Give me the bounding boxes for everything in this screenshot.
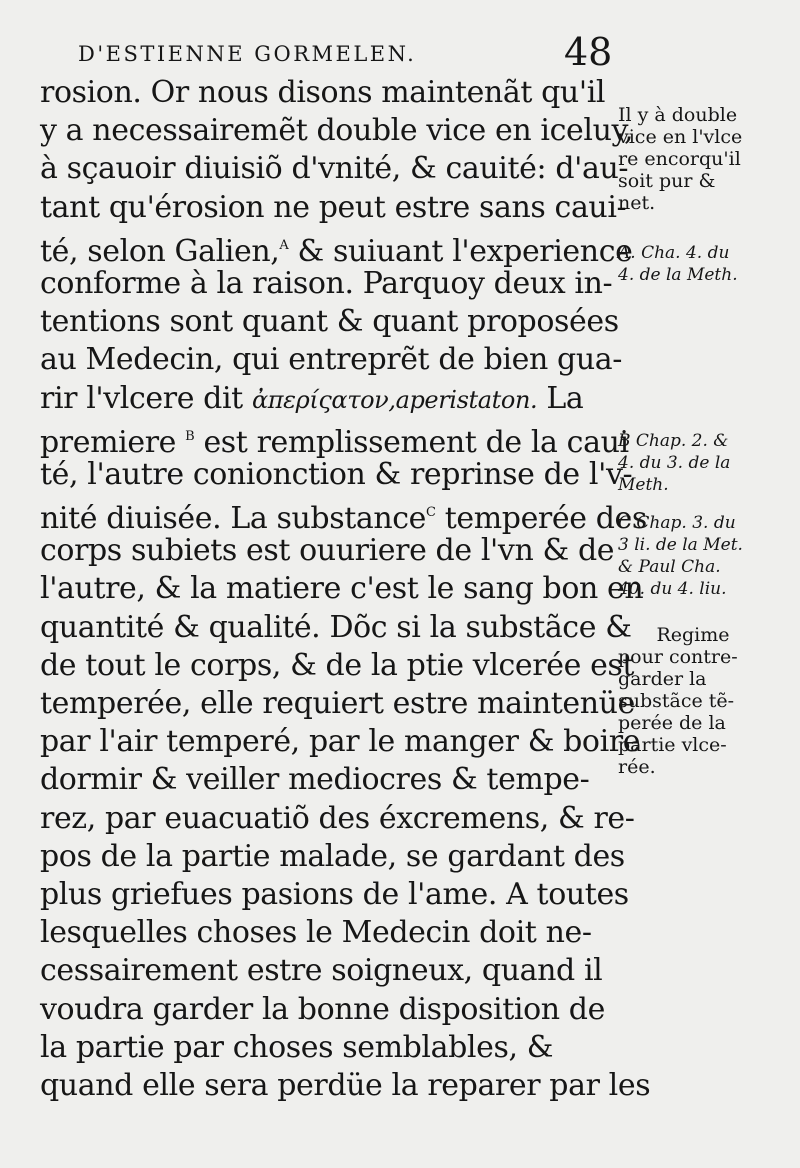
text-line: tant qu'érosion ne peut estre sans caui- <box>40 189 627 225</box>
text-line: l'autre, & la matiere c'est le sang bon en <box>40 571 644 607</box>
text-line: tentions sont quant & quant proposées <box>40 304 619 340</box>
note-line: Meth. <box>618 475 669 495</box>
text-line: à sçauoir diuisiõ d'vnité, & cauité: d'au- <box>40 151 629 187</box>
text-line: corps subiets est ouuriere de l'vn & de <box>40 533 615 569</box>
note-line: 3 li. de la Met. <box>618 535 743 555</box>
text-line: par l'air temperé, par le manger & boire <box>40 724 641 760</box>
text-line: dormir & veiller mediocres & tempe- <box>40 762 590 798</box>
margin-note-ref-b <box>618 430 798 496</box>
transliteration: aperistaton. <box>395 385 538 414</box>
text-segment: La <box>546 380 584 416</box>
text-line <box>40 227 633 269</box>
text-line: la partie par choses semblables, & <box>40 1029 554 1065</box>
note-line: net. <box>618 192 656 214</box>
text-line: rosion. Or nous disons maintenãt qu'il <box>40 75 606 110</box>
note-line: rée. <box>618 756 656 778</box>
note-line: garder la <box>618 668 707 690</box>
page-header <box>78 30 638 74</box>
text-line: conforme à la raison. Parquoy deux in- <box>40 265 613 301</box>
greek-term: ἀπερίςατον, <box>251 385 396 414</box>
text-line: au Medecin, qui entreprẽt de bien gua- <box>40 342 622 378</box>
text-segment: té, selon Galien, <box>40 233 280 269</box>
text-line: pos de la partie malade, se gardant des <box>40 838 625 874</box>
running-head: D'ESTIENNE GORMELEN. <box>78 42 417 66</box>
note-line: partie vlce- <box>618 734 727 756</box>
margin-note-regime <box>618 624 798 778</box>
margin-note-ref-a <box>618 242 798 286</box>
note-line: Regime <box>656 624 730 646</box>
text-line: té, l'autre conionction & reprinse de l'v- <box>40 456 633 492</box>
note-line: 4. du 3. de la <box>618 453 731 473</box>
note-line: 40. du 4. liu. <box>618 579 727 599</box>
text-line <box>40 380 620 418</box>
note-line: B Chap. 2. & <box>618 431 729 451</box>
note-line: soit pur & <box>618 170 716 192</box>
text-line: plus griefues pasions de l'ame. A toutes <box>40 876 629 912</box>
margin-note-double-vice <box>618 104 798 214</box>
text-segment: nité diuisée. La substance <box>40 501 427 537</box>
text-line <box>40 418 629 460</box>
note-line: & Paul Cha. <box>618 557 721 577</box>
note-line: perée de la <box>618 712 726 734</box>
text-line: rez, par euacuatiõ des éxcremens, & re- <box>40 800 635 836</box>
margin-note-ref-c <box>618 512 798 600</box>
text-line: y a necessairemẽt double vice en iceluy, <box>40 113 634 149</box>
page-number: 48 <box>564 30 613 74</box>
text-segment: rir l'vlcere dit <box>40 380 243 416</box>
text-line: quantité & qualité. Dõc si la substãce & <box>40 609 632 645</box>
text-segment: est remplissement de la caui <box>203 424 629 460</box>
text-segment: temperée des <box>444 501 647 537</box>
text-line: voudra garder la bonne disposition de <box>40 991 605 1027</box>
note-line: A. Cha. 4. du <box>618 243 730 263</box>
text-segment: premiere <box>40 424 176 460</box>
text-line: temperée, elle requiert estre maintenüe <box>40 686 635 721</box>
note-line: 4. de la Meth. <box>618 265 738 285</box>
text-line: cessairement estre soigneux, quand il <box>40 953 603 989</box>
note-line: Il y à double <box>618 104 738 126</box>
text-line: de tout le corps, & de la ptie vlcerée est <box>40 647 635 683</box>
reference-marker: C <box>426 505 436 521</box>
text-segment: & suiuant l'experience <box>297 233 633 269</box>
note-line: pour contre- <box>618 646 738 668</box>
note-line: C Chap. 3. du <box>618 513 736 533</box>
note-line: substãce tẽ- <box>618 690 735 712</box>
note-line: re encorqu'il <box>618 148 741 170</box>
note-line: vice en l'vlce <box>618 126 743 148</box>
reference-marker: A <box>279 237 289 253</box>
text-line: quand elle sera perdüe la reparer par les <box>40 1067 651 1103</box>
text-line <box>40 494 647 537</box>
reference-marker: B <box>185 428 195 444</box>
text-line: lesquelles choses le Medecin doit ne- <box>40 915 592 951</box>
